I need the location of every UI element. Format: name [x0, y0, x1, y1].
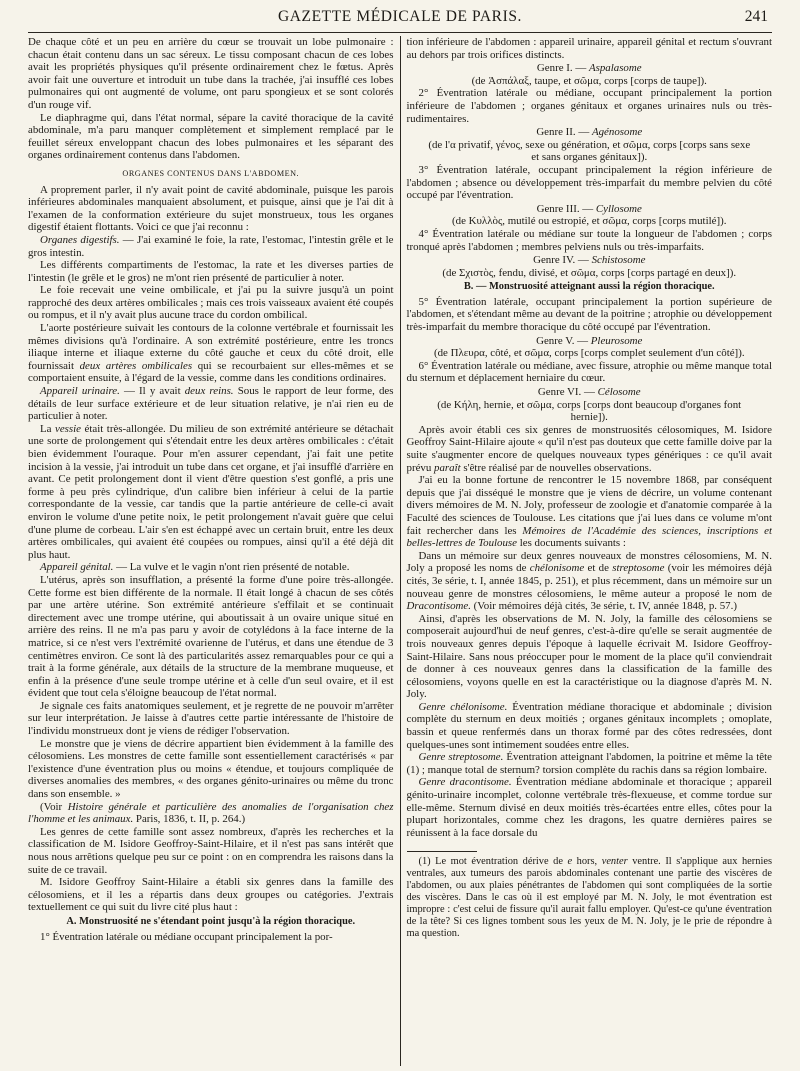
paragraph-text: Après avoir établi ces six genres de monstruosités célosomiques, M. Isidore Geoffroy Saint-Hilaire ajoute « qu'il n'est pas douteux que cette famille doive par la suite s'augmenter encore de quelques nouveaux types génériques : ce qu'il avait prévu [406, 423, 772, 474]
paragraph-text: s'être réalisé par de nouvelles observations. [460, 461, 652, 474]
genre-heading [407, 386, 773, 399]
paragraph: A proprement parler, il n'y avait point de cavité abdominale, puisque les parois inférieures abdominales manquaient absolument, et puisque, ainsi que je l'ai dit à l'examen de la conformation extérieure du sujet monstrueux, tous les organes digestif étaient flottants. Voici ce que j'ai reconnu : [28, 183, 394, 234]
paragraph [28, 322, 394, 385]
paragraph-text: Paris, 1836, t. II, p. 264.) [133, 813, 246, 826]
paragraph-text: Éventration atteignant l'abdomen, la poitrine et même la tête (1) ; manque total de sternum? torsion complète du rachis dans sa région lombaire. [406, 751, 772, 776]
paragraph: Ainsi, d'après les observations de M. N. Joly, la famille des célosomiens se composerait aujourd'hui de neuf genres, c'est-à-dire qu'elle se serait augmentée de trois nouveaux genres depuis l'époque à laquelle écrivait M. Isidore Geoffroy-Saint-Hilaire. Sans nous préoccuper pour le moment de la place qu'il conviendrait de donner à ces nouveaux genres dans la classification de la famille des célosomiens, voyons quelle en est la caractéristique ou la diagnose d'après M. N. Joly. [406, 612, 772, 701]
genre-heading [407, 62, 773, 75]
text-columns [28, 36, 772, 1066]
paragraph-text: La [40, 422, 56, 435]
paragraph: Les différents compartiments de l'estomac, la rate et les diverses parties de l'intestin (le grêle et le gros) ne m'ont rien présenté de particulier à noter. [28, 259, 394, 284]
genre-etymology: (de Κήλη, hernie, et σῶμα, corps [corps dont beaucoup d'organes font hernie]). [437, 398, 742, 424]
genre-label: Genre V. — [536, 334, 591, 347]
paragraph [28, 801, 394, 826]
paragraph-lead: Genre streptosome. [418, 751, 504, 764]
paragraph [28, 561, 394, 574]
emphasis: paraît [434, 461, 461, 474]
paragraph-lead: Genre chélonisome. [418, 700, 508, 713]
book-title: Histoire générale et particulière des anomalies de l'organisation chez l'homme et les animaux. [28, 800, 394, 826]
paragraph-text: les documents suivants : [517, 537, 626, 550]
emphasis: Mémoires de l'Académie des sciences, inscriptions et belles-lettres de Toulouse [406, 524, 772, 550]
paragraph: M. Isidore Geoffroy Saint-Hilaire a établi six genres dans la famille des célosomiens, et il les a répartis dans deux groupes ou catégories. J'extrais textuellement ce qui suit du livre cité plus haut : [28, 876, 394, 914]
paragraph: 6° Éventration latérale ou médiane, avec fissure, atrophie ou même manque total du sternum et déplacement herniaire du cœur. [406, 359, 772, 385]
paragraph-text: — La vulve et le vagin n'ont rien présenté de notable. [113, 561, 350, 574]
paragraph: 5° Éventration latérale, occupant principalement la portion supérieure de l'abdomen, et s'étendant même au devant de la poitrine ; atrophie ou développement très-imparfait du membre thoracique du côté occupé par l'éventration. [406, 295, 772, 334]
genre-heading [407, 335, 773, 348]
footnote-text: ventre. Il s'applique aux hernies ventrales, aux tumeurs des parois abdominales contenant une partie des viscères de l'abdomen, ou aux plaies pénétrantes de l'abdomen qui sont compliquées de la sortie des viscères. Dans le cas où il est employé par M. N. Joly, le mot éventration est impropre : c'est celui de fissure qu'il aurait fallu employer. Qu'est-ce qu'une éventration de la tête? Si ces lignes tombent sous les yeux de M. N. Joly, je le prie de répondre à ma question. [406, 856, 772, 940]
paragraph [28, 385, 394, 423]
emphasis: vessie [55, 422, 82, 435]
paragraph-text: était très-allongée. Du milieu de son extrémité antérieure se détachait une sorte de prolongement qui s'étendait entre les deux artères ombilicales : c'était bien évidemment l'ouraque. Pour m'en assurer cependant, j'ai fait une petite incision à la vessie, j'ai introduit un tube dans cet organe, et j'ai insufflé d'arrière en avant. Ce petit prolongement dont il vient d'être question s'est gonflé, a pris une forme à peu près cylindrique, d'un calibre bien inférieur à celui de la partie correspondante de la vessie, car tandis que la partie antérieure de celle-ci avait environ le volume d'une petite noix, le petit prolongement n'avait guère que celui d'une plume de corbeau. L'air s'en est échappé avec un certain bruit, entre les deux artères ombilicales, qui avaient été coupées ou rompues, ainsi qu'il a été déjà dit plus haut. [28, 422, 394, 561]
paragraph: Le foie recevait une veine ombilicale, et j'ai pu la suivre jusqu'à un point rapproché des deux artères ombilicales ; mais ces trois vaisseaux avaient été coupés ou rompus, et il n'y avait plus aucune trace du cordon ombilical. [28, 284, 394, 322]
genre-heading [407, 126, 773, 139]
paragraph: tion inférieure de l'abdomen : appareil urinaire, appareil génital et rectum s'ouvrant au dehors par trois orifices distincts. [406, 36, 772, 61]
genre-name: Pleurosome [590, 334, 643, 347]
genre-heading [407, 254, 773, 267]
footnote-text: (1) Le mot éventration dérive de [418, 856, 568, 868]
paragraph [407, 550, 773, 613]
genre-etymology: (de Σχιστὸς, fendu, divisé, et σῶμα, corps [corps partagé en deux]). [442, 266, 737, 279]
genre-name: Agénosome [591, 126, 643, 139]
paragraph-text: Sous le rapport de leur forme, des détails de leur surface extérieure et de leur situation relative, je n'ai rien eu de particulier à noter. [28, 385, 394, 423]
subheading-a: A. Monstruosité ne s'étendant point jusqu'à la région thoracique. [66, 915, 356, 927]
paragraph-text: (Voir mémoires déjà cités, 3e série, t. IV, année 1848, p. 57.) [470, 600, 737, 613]
paragraph-text: qui se recourbaient sur elles-mêmes et se comportaient ensuite, à l'égard de la vessie, comme dans les conditions ordinaires. [28, 359, 394, 385]
paragraph: 2° Éventration latérale ou médiane, occupant principalement la portion inférieure de l'abdomen ; organes génitaux et organes urinaires nuls ou très-rudimentaires. [406, 87, 772, 125]
page-header [28, 6, 772, 33]
paragraph [407, 424, 773, 474]
paragraph: 4° Éventration latérale ou médiane sur toute la longueur de l'abdomen ; corps tronqué après l'abdomen ; membres pelviens nuls ou très-imparfaits. [406, 227, 772, 253]
right-column [400, 36, 773, 1066]
section-heading: ORGANES CONTENUS DANS L'ABDOMEN. [122, 168, 300, 178]
emphasis: venter [601, 856, 628, 868]
emphasis: streptosome [612, 562, 665, 575]
genre-name: Célosome [597, 386, 641, 399]
genre-label: Genre I. — [536, 62, 589, 75]
genre-label: Genre II. — [536, 126, 592, 139]
paragraph [407, 701, 773, 751]
paragraph-text: L'aorte postérieure suivait les contours de la colonne vertébrale et fournissait les mêmes divisions qu'à l'ordinaire. A son extrémité postérieure, entre les troncs iliaque interne et iliaque externe du côté gauche et ceux du côté droit, elle fournissait [28, 322, 394, 372]
paragraph-text: — Il y avait [119, 385, 185, 398]
subheading-b: B. — Monstruosité atteignant aussi la région thoracique. [463, 281, 715, 293]
paragraph-text: (voir les mémoires déjà cités, 3e série, t. I, année 1845, p. 251), et plus récemment, dans un mémoire sur un nouveau genre de monstres célosomiens, le même auteur a proposé le nom de [406, 562, 772, 600]
paragraph-lead: Organes digestifs. [40, 233, 120, 246]
paragraph-text: et de [584, 562, 613, 575]
paragraph-text: J'ai eu la bonne fortune de rencontrer le 15 novembre 1868, par conséquent depuis que j'ai disséqué le monstre que je viens de décrire, un volume contenant divers mémoires de M. N. Joly, professeur de zoologie et d'anatomie comparée à la Faculté des sciences de Toulouse. Les citations que j'ai lues dans ce volume m'ont fait rechercher dans les [406, 474, 772, 537]
paragraph [28, 423, 394, 562]
genre-label: Genre IV. — [533, 254, 592, 267]
paragraph: 3° Éventration latérale, occupant principalement la région inférieure de l'abdomen ; absence ou développement très-imparfait du membre pelvien du côté occupé par l'éventration. [406, 163, 772, 202]
emphasis: deux reins. [184, 385, 234, 398]
emphasis: e [567, 856, 573, 868]
emphasis: chélonisome [529, 562, 585, 575]
paragraph [407, 751, 773, 776]
paragraph: L'utérus, après son insufflation, a présenté la forme d'une poire très-allongée. Cette forme est bien différente de la normale. Il était longé à chacun de ses côtés par une artère utérine. Son extrémité antérieure s'effilait et se continuait directement avec une trompe utérine, qui aboutissait à un ovaire unique situé en arrière des reins. Il ne m'a pas paru y avoir de cotylédons à la face interne de la matrice, si ce n'est vers l'extrémité ovarienne de l'utérus, et dans une étendue de 3 centimètres environ. Ce sont là des particularités assez remarquables pour ce qui a trait à la forme générale, aux détails de la structure de la membrane muqueuse, et enfin à la présence d'une seule trompe utérine et à celle d'un seul ovaire, et il est évident que tout cela s'éloigne beaucoup de l'état normal. [28, 573, 394, 700]
paragraph: Je signale ces faits anatomiques seulement, et je regrette de ne pouvoir m'arrêter sur leur interprétation. Je laisse à d'autres cette partie intéressante de l'histoire de l'individu monstrueux dont je viens de rédiger l'observation. [28, 699, 394, 738]
paragraph-lead: Appareil génital. [40, 561, 114, 574]
genre-name: Schistosome [591, 254, 646, 267]
paragraph-lead: Genre dracontisome. [418, 776, 512, 789]
genre-label: Genre VI. — [537, 386, 598, 399]
paragraph: De chaque côté et un peu en arrière du cœur se trouvait un lobe pulmonaire : chacun était contenu dans un sac séreux. Le tissu composant chacun de ces lobes avait les propriétés physiques qu'il présente ordinairement chez le fœtus. Après avoir fait une ouverture et introduit un tube dans la trachée, j'ai insufflé ces lobes pulmonaires qui ont augmenté de volume, ont paru spongieux et se sont colorés d'un rouge vif. [28, 36, 394, 111]
paragraph [407, 474, 773, 550]
genre-label: Genre III. — [536, 202, 596, 215]
paragraph [407, 776, 773, 839]
paragraph-text: — J'ai examiné le foie, la rate, l'estomac, l'intestin grêle et le gros intestin. [28, 233, 394, 259]
genre-etymology: (de Ἀσπάλαξ, taupe, et σῶμα, corps [corps de taupe]). [471, 74, 707, 87]
paragraph-lead: Appareil urinaire. [40, 385, 120, 398]
paragraph: Le monstre que je viens de décrire appartient bien évidemment à la famille des célosomiens. Les monstres de cette famille sont essentiellement caractérisés « par l'existence d'une éventration plus ou moins « étendue, et toujours compliquée de diverses anomalies des membres, « des organes génito-urinaires ou même du tronc dans son ensemble. » [28, 737, 394, 801]
genre-etymology: (de Κυλλὸς, mutilé ou estropié, et σῶμα, corps [corps mutilé]). [452, 215, 727, 228]
paragraph-text: (Voir [40, 800, 68, 813]
genre-etymology: (de l'α privatif, γένος, sexe ou génération, et σῶμα, corps [corps sans sexe et sans organes génitaux]). [428, 138, 751, 164]
left-column [28, 36, 400, 1066]
genre-heading [407, 203, 773, 216]
footnote [407, 856, 773, 940]
paragraph [28, 234, 394, 259]
genre-name: Cyllosome [595, 202, 642, 215]
genre-name: Aspalasome [588, 62, 642, 75]
paragraph-text: Éventration médiane abdominale et thoracique ; appareil génito-urinaire incomplet, colonne vertébrale très-flexueuse, et comme tordue sur elle-même. Sternum divisé en deux moitiés très-écartées entre elles, côtes pour la plupart horizontales, comme chez les dragons, les quatre dernières paires se réunissent à la face dorsale du [406, 776, 772, 839]
paragraph-text: Dans un mémoire sur deux genres nouveaux de monstres célosomiens, M. N. Joly a proposé les noms de [406, 549, 772, 575]
paragraph: Les genres de cette famille sont assez nombreux, d'après les recherches et la classification de M. Isidore Geoffroy-Saint-Hilaire, et il n'est pas sans intérêt que nous nous arrêtions quelque peu sur ce point : on en comprendra les raisons dans la suite de ce travail. [28, 825, 394, 876]
paragraph-text: Éventration médiane thoracique et abdominale ; division complète du sternum en deux moitiés ; organes génitaux incomplets ; omoplate, bassin et queue renfermés dans un thorax formé par des côtes redressées, dont quelques-unes sont intimement soudées entre elles. [406, 700, 772, 751]
emphasis: Dracontisome. [406, 600, 471, 613]
footnote-text: hors, [572, 856, 602, 868]
paragraph: 1° Éventration latérale ou médiane occupant principalement la por- [40, 930, 333, 943]
genre-etymology: (de Πλευρα, côté, et σῶμα, corps [corps complet seulement d'un côté]). [433, 347, 745, 360]
paragraph: Le diaphragme qui, dans l'état normal, sépare la cavité thoracique de la cavité abdominale, m'a paru manquer complètement et simplement remplacé par le feuillet séreux enveloppant chacun des lobes pulmonaires et les séparant des organes ordinairement contenus dans l'abdomen. [28, 111, 394, 162]
footnote-divider [407, 851, 477, 852]
page-number: 241 [744, 8, 768, 25]
emphasis: deux artères ombilicales [79, 359, 193, 372]
journal-title: GAZETTE MÉDICALE DE PARIS. [277, 8, 523, 25]
